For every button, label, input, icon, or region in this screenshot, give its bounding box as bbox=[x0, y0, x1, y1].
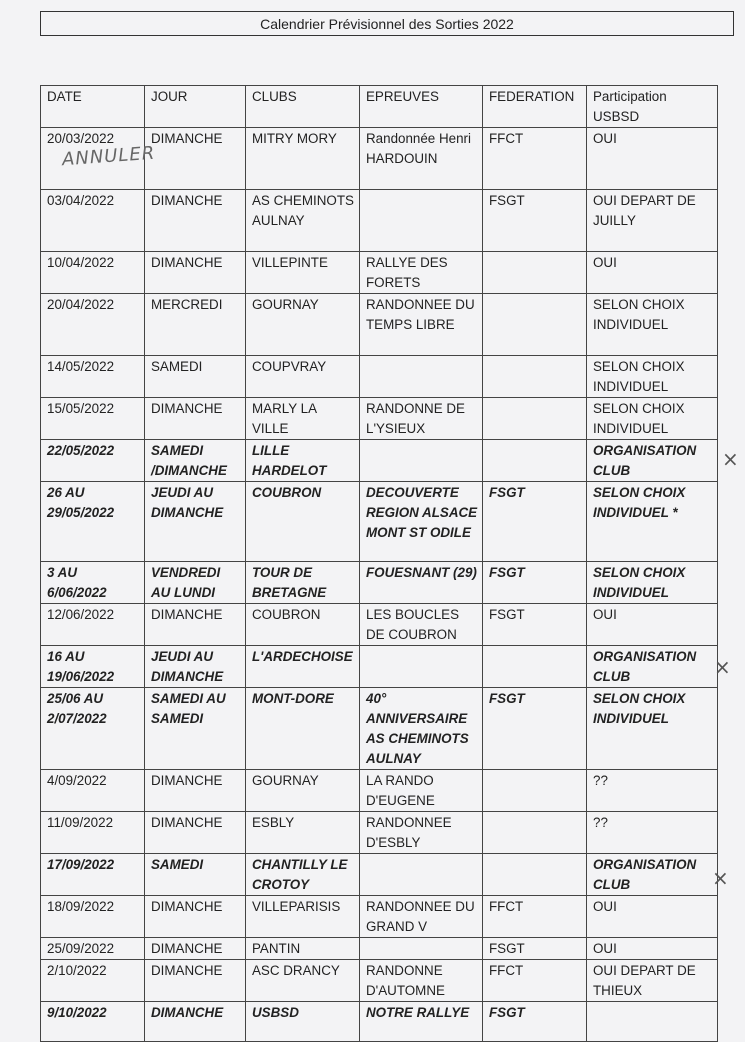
cell-federation bbox=[483, 356, 587, 398]
cell-jour: DIMANCHE bbox=[145, 812, 246, 854]
cell-jour: DIMANCHE bbox=[145, 960, 246, 1002]
cell-jour: VENDREDI AU LUNDI bbox=[145, 562, 246, 604]
cell-date: 3 AU 6/06/2022 bbox=[41, 562, 145, 604]
cell-participation: SELON CHOIX INDIVIDUEL bbox=[587, 688, 718, 770]
cell-epreuves bbox=[360, 854, 483, 896]
table-row bbox=[41, 646, 718, 688]
cell-date: 26 AU 29/05/2022 bbox=[41, 482, 145, 562]
cell-date: 20/04/2022 bbox=[41, 294, 145, 356]
cell-federation: FSGT bbox=[483, 190, 587, 252]
cross-mark-icon: × bbox=[712, 866, 729, 890]
table-row bbox=[41, 294, 718, 356]
table-row bbox=[41, 482, 718, 562]
cell-clubs: PANTIN bbox=[246, 938, 360, 960]
cell-federation bbox=[483, 812, 587, 854]
table-header-row bbox=[41, 86, 718, 128]
cell-clubs: ESBLY bbox=[246, 812, 360, 854]
cell-jour: DIMANCHE bbox=[145, 190, 246, 252]
table-row bbox=[41, 960, 718, 1002]
cell-clubs: COUPVRAY bbox=[246, 356, 360, 398]
cell-federation bbox=[483, 854, 587, 896]
cell-participation: OUI bbox=[587, 938, 718, 960]
cell-clubs: VILLEPINTE bbox=[246, 252, 360, 294]
header-jour: JOUR bbox=[145, 86, 246, 128]
cell-date: 4/09/2022 bbox=[41, 770, 145, 812]
cell-date: 14/05/2022 bbox=[41, 356, 145, 398]
cell-epreuves: LA RANDO D'EUGENE bbox=[360, 770, 483, 812]
cell-clubs: TOUR DE BRETAGNE bbox=[246, 562, 360, 604]
table-row bbox=[41, 938, 718, 960]
cell-epreuves: 40° ANNIVERSAIRE AS CHEMINOTS AULNAY bbox=[360, 688, 483, 770]
cell-date: 18/09/2022 bbox=[41, 896, 145, 938]
cell-federation bbox=[483, 252, 587, 294]
cell-date: 15/05/2022 bbox=[41, 398, 145, 440]
cell-date: 20/03/2022 bbox=[41, 128, 145, 190]
cell-jour: DIMANCHE bbox=[145, 128, 246, 190]
cell-jour: DIMANCHE bbox=[145, 604, 246, 646]
cell-participation: ORGANISATION CLUB bbox=[587, 440, 718, 482]
cell-epreuves bbox=[360, 938, 483, 960]
cell-jour: SAMEDI bbox=[145, 854, 246, 896]
cell-jour: SAMEDI /DIMANCHE bbox=[145, 440, 246, 482]
cell-epreuves: RANDONNEE D'ESBLY bbox=[360, 812, 483, 854]
cell-clubs: LILLE HARDELOT bbox=[246, 440, 360, 482]
cell-federation: FSGT bbox=[483, 482, 587, 562]
cell-participation bbox=[587, 1002, 718, 1042]
cell-epreuves: FOUESNANT (29) bbox=[360, 562, 483, 604]
cell-clubs: AS CHEMINOTS AULNAY bbox=[246, 190, 360, 252]
cell-clubs: CHANTILLY LE CROTOY bbox=[246, 854, 360, 896]
cell-participation: OUI bbox=[587, 604, 718, 646]
cell-clubs: GOURNAY bbox=[246, 294, 360, 356]
header-epreuves: EPREUVES bbox=[360, 86, 483, 128]
cell-epreuves bbox=[360, 356, 483, 398]
cell-federation bbox=[483, 398, 587, 440]
table-row bbox=[41, 896, 718, 938]
cell-participation: OUI bbox=[587, 896, 718, 938]
cell-clubs: L'ARDECHOISE bbox=[246, 646, 360, 688]
cell-jour: DIMANCHE bbox=[145, 1002, 246, 1042]
cell-clubs: MARLY LA VILLE bbox=[246, 398, 360, 440]
table-row bbox=[41, 1002, 718, 1042]
cell-clubs: MITRY MORY bbox=[246, 128, 360, 190]
cell-clubs: GOURNAY bbox=[246, 770, 360, 812]
cell-jour: JEUDI AU DIMANCHE bbox=[145, 646, 246, 688]
outings-calendar-table bbox=[40, 85, 718, 1042]
annuler-handwritten-note: ANNULER bbox=[61, 142, 156, 171]
table-row bbox=[41, 398, 718, 440]
cell-epreuves: NOTRE RALLYE bbox=[360, 1002, 483, 1042]
cell-date: 10/04/2022 bbox=[41, 252, 145, 294]
cell-participation: SELON CHOIX INDIVIDUEL bbox=[587, 398, 718, 440]
cell-participation: SELON CHOIX INDIVIDUEL bbox=[587, 562, 718, 604]
cell-participation: ?? bbox=[587, 770, 718, 812]
cell-participation: SELON CHOIX INDIVIDUEL * bbox=[587, 482, 718, 562]
table-row bbox=[41, 604, 718, 646]
cell-clubs: MONT-DORE bbox=[246, 688, 360, 770]
cell-federation: FFCT bbox=[483, 896, 587, 938]
cell-clubs: COUBRON bbox=[246, 604, 360, 646]
cell-clubs: ASC DRANCY bbox=[246, 960, 360, 1002]
cross-mark-icon: × bbox=[714, 655, 731, 679]
cell-participation: ORGANISATION CLUB bbox=[587, 646, 718, 688]
page-title: Calendrier Prévisionnel des Sorties 2022 bbox=[40, 11, 734, 36]
cell-date: 2/10/2022 bbox=[41, 960, 145, 1002]
table-row bbox=[41, 854, 718, 896]
cell-participation: OUI DEPART DE JUILLY bbox=[587, 190, 718, 252]
cell-federation: FSGT bbox=[483, 688, 587, 770]
cell-participation: ?? bbox=[587, 812, 718, 854]
cell-participation: ORGANISATION CLUB bbox=[587, 854, 718, 896]
header-date: DATE bbox=[41, 86, 145, 128]
cell-date: 9/10/2022 bbox=[41, 1002, 145, 1042]
cell-jour: DIMANCHE bbox=[145, 770, 246, 812]
cell-jour: SAMEDI AU SAMEDI bbox=[145, 688, 246, 770]
cell-jour: DIMANCHE bbox=[145, 896, 246, 938]
cell-federation bbox=[483, 770, 587, 812]
cell-date: 17/09/2022 bbox=[41, 854, 145, 896]
cell-date: 12/06/2022 bbox=[41, 604, 145, 646]
cell-date: 11/09/2022 bbox=[41, 812, 145, 854]
cell-epreuves: RANDONNEE DU TEMPS LIBRE bbox=[360, 294, 483, 356]
table-row bbox=[41, 688, 718, 770]
table-row bbox=[41, 252, 718, 294]
cell-date: 25/09/2022 bbox=[41, 938, 145, 960]
cell-epreuves: RALLYE DES FORETS bbox=[360, 252, 483, 294]
cell-clubs: COUBRON bbox=[246, 482, 360, 562]
cell-participation: OUI bbox=[587, 252, 718, 294]
cell-jour: JEUDI AU DIMANCHE bbox=[145, 482, 246, 562]
cell-federation: FSGT bbox=[483, 604, 587, 646]
cell-federation: FFCT bbox=[483, 128, 587, 190]
table-row bbox=[41, 356, 718, 398]
cell-epreuves bbox=[360, 646, 483, 688]
cell-epreuves: RANDONNE D'AUTOMNE bbox=[360, 960, 483, 1002]
cell-federation bbox=[483, 294, 587, 356]
table-row bbox=[41, 812, 718, 854]
cell-date: 22/05/2022 bbox=[41, 440, 145, 482]
cell-participation: OUI DEPART DE THIEUX bbox=[587, 960, 718, 1002]
cell-jour: MERCREDI bbox=[145, 294, 246, 356]
cell-federation bbox=[483, 440, 587, 482]
cell-date: 16 AU 19/06/2022 bbox=[41, 646, 145, 688]
cell-federation: FSGT bbox=[483, 562, 587, 604]
cell-jour: DIMANCHE bbox=[145, 938, 246, 960]
table-row bbox=[41, 562, 718, 604]
header-federation: FEDERATION bbox=[483, 86, 587, 128]
cell-participation: SELON CHOIX INDIVIDUEL bbox=[587, 294, 718, 356]
cell-date: 03/04/2022 bbox=[41, 190, 145, 252]
cell-participation: SELON CHOIX INDIVIDUEL bbox=[587, 356, 718, 398]
cell-federation: FSGT bbox=[483, 1002, 587, 1042]
cell-jour: DIMANCHE bbox=[145, 398, 246, 440]
cell-federation: FFCT bbox=[483, 960, 587, 1002]
header-clubs: CLUBS bbox=[246, 86, 360, 128]
cell-epreuves: LES BOUCLES DE COUBRON bbox=[360, 604, 483, 646]
table-row bbox=[41, 440, 718, 482]
cell-clubs: USBSD bbox=[246, 1002, 360, 1042]
cell-epreuves bbox=[360, 190, 483, 252]
cell-date: 25/06 AU 2/07/2022 bbox=[41, 688, 145, 770]
cell-federation bbox=[483, 646, 587, 688]
header-participation: Participation USBSD bbox=[587, 86, 718, 128]
cell-epreuves: RANDONNEE DU GRAND V bbox=[360, 896, 483, 938]
cell-jour: DIMANCHE bbox=[145, 252, 246, 294]
cell-federation: FSGT bbox=[483, 938, 587, 960]
cell-epreuves: RANDONNE DE L'YSIEUX bbox=[360, 398, 483, 440]
cross-mark-icon: × bbox=[722, 447, 739, 471]
table-row bbox=[41, 190, 718, 252]
cell-jour: SAMEDI bbox=[145, 356, 246, 398]
table-row bbox=[41, 770, 718, 812]
cell-participation: OUI bbox=[587, 128, 718, 190]
cell-epreuves: DECOUVERTE REGION ALSACE MONT ST ODILE bbox=[360, 482, 483, 562]
cell-epreuves: Randonnée Henri HARDOUIN bbox=[360, 128, 483, 190]
cell-clubs: VILLEPARISIS bbox=[246, 896, 360, 938]
cell-epreuves bbox=[360, 440, 483, 482]
